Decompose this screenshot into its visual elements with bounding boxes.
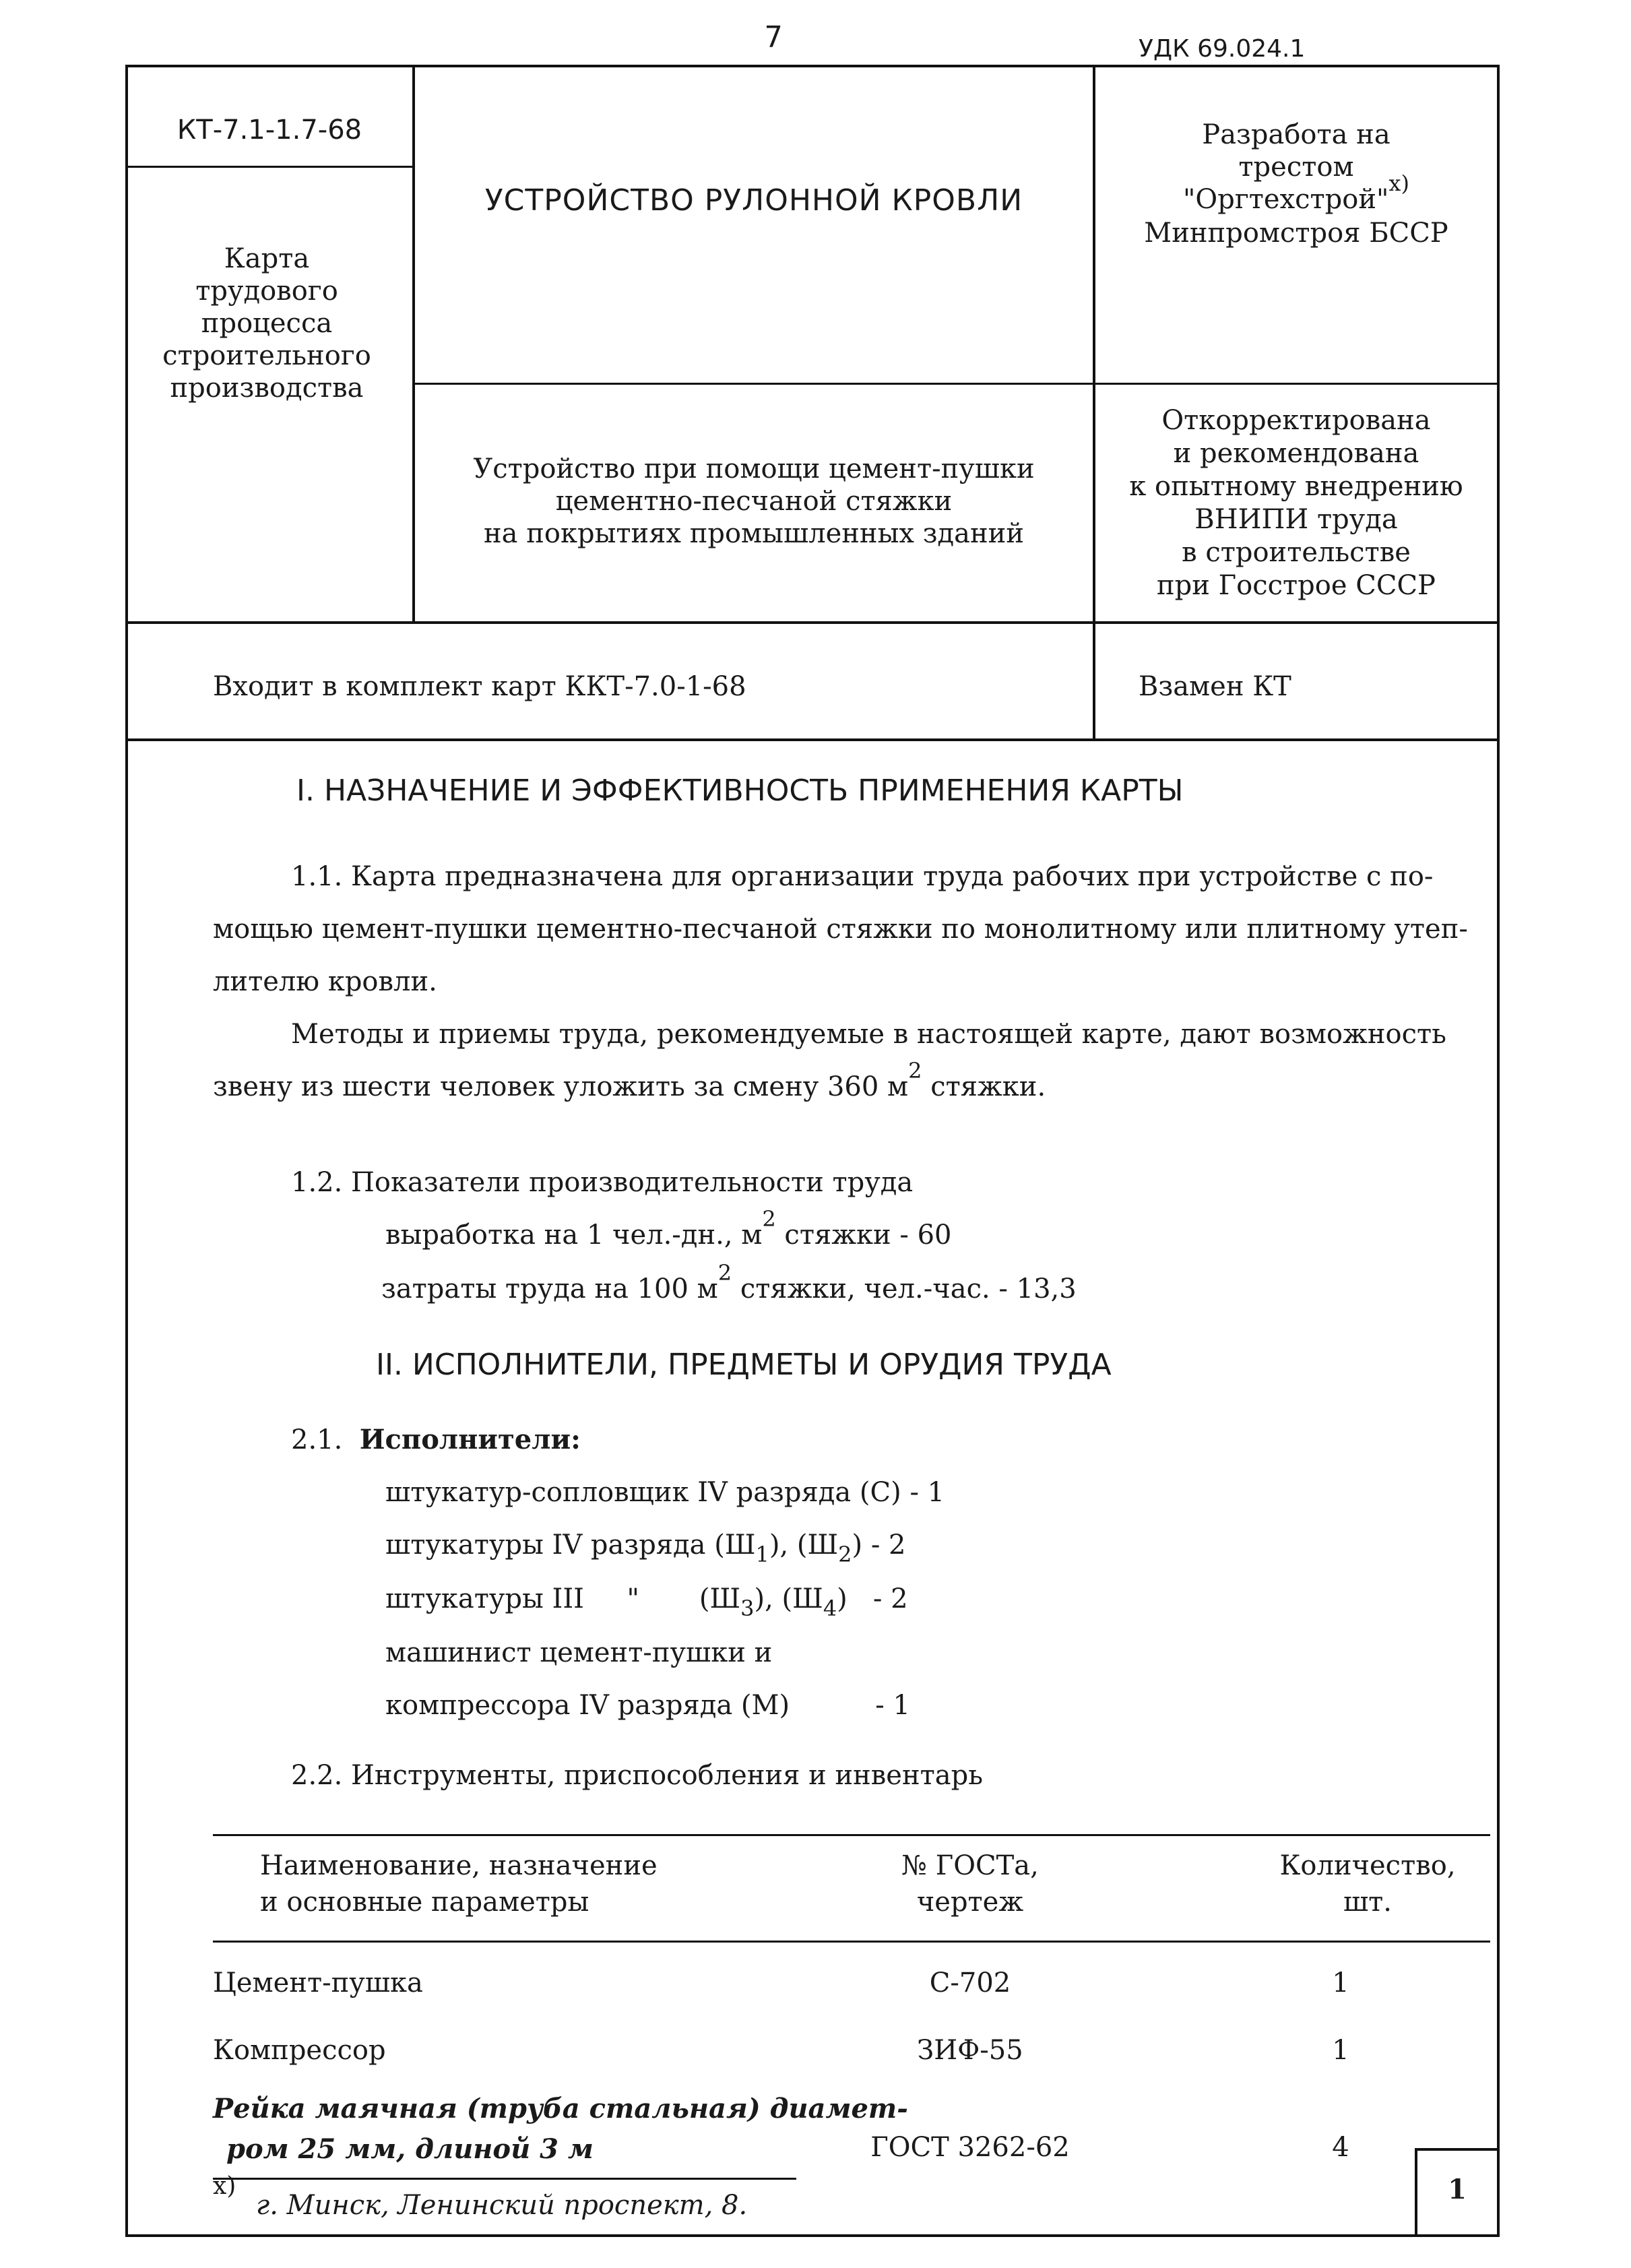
indicator-line [291, 1206, 1436, 1263]
header-bottom-line [125, 738, 1500, 741]
text-run: штукатуры III " (Ш [385, 1583, 741, 1614]
superscript: 2 [908, 1058, 922, 1083]
paragraph-number: 2.1. [291, 1424, 343, 1455]
paragraph-line: Методы и приемы труда, рекомендуемые в настоящей карте, дают возможность [291, 1019, 1446, 1050]
table-header-qty [1267, 1848, 1469, 1920]
text-run: стяжки. [922, 1071, 1046, 1102]
section-2-title: II. ИСПОЛНИТЕЛИ, ПРЕДМЕТЫ И ОРУДИЯ ТРУДА [376, 1348, 1112, 1382]
card-type-line: строительного [162, 340, 371, 371]
frame-right [1497, 65, 1500, 2237]
header-line: и основные параметры [260, 1887, 589, 1918]
corrected-line: к опытному внедрению [1129, 471, 1463, 502]
text-run: штукатуры IV разряда (Ш [385, 1530, 756, 1561]
table-row-qty: 4 [1332, 2132, 1349, 2163]
table-row-gost: ГОСТ 3262-62 [870, 2132, 1070, 2163]
paragraph-2-2: 2.2. Инструменты, приспособления и инвентарь [291, 1760, 983, 1791]
name-line: ром 25 мм, длиной 3 м [226, 2133, 594, 2165]
subscript: 2 [838, 1542, 852, 1567]
paragraph-2-1 [291, 1414, 1436, 1732]
header-line: Количество, [1279, 1850, 1456, 1881]
table-row-qty: 1 [1332, 1967, 1349, 1998]
text-run: ) - 2 [852, 1530, 906, 1561]
worker-line: компрессора IV разряда (М) - 1 [385, 1690, 910, 1721]
frame-top [125, 65, 1500, 67]
card-type-line: производства [170, 373, 364, 404]
card-type-line: трудового [195, 276, 338, 307]
table-top-line [213, 1834, 1490, 1836]
subscript: 4 [823, 1596, 837, 1621]
table-row-name [213, 2089, 908, 2170]
header-mid-line [412, 383, 1500, 385]
subscript: 1 [755, 1542, 769, 1567]
developer-line [1095, 170, 1497, 217]
card-type [132, 243, 402, 404]
corrected-line: при Госстрое СССР [1157, 570, 1436, 601]
superscript: 2 [717, 1260, 732, 1286]
table-header-gost [849, 1848, 1091, 1920]
developer-block [1095, 119, 1497, 249]
worker-line: машинист цемент-пушки и [385, 1637, 773, 1668]
section-1-title: I. НАЗНАЧЕНИЕ И ЭФФЕКТИВНОСТЬ ПРИМЕНЕНИЯ КАРТЫ [296, 774, 1184, 808]
corrected-line: и рекомендована [1173, 438, 1419, 469]
subtitle-line: на покрытиях промышленных зданий [484, 518, 1024, 549]
developer-org: "Оргтехстрой" [1183, 184, 1389, 215]
paragraph-line: 1.1. Карта предназначена для организации труда рабочих при устройстве с по- [291, 861, 1434, 892]
text-run: стяжки - 60 [775, 1220, 952, 1251]
footnote-text: г. Минск, Ленинский проспект, 8. [256, 2190, 748, 2221]
indicator-line [291, 1260, 1436, 1317]
card-type-line: процесса [201, 308, 333, 339]
paragraph-line [213, 1058, 1479, 1114]
text-run: стяжки, чел.-час. - 13,3 [732, 1273, 1077, 1304]
paragraph-head: Исполнители: [359, 1424, 581, 1455]
document-subtitle [415, 453, 1093, 550]
developer-line: Минпромстроя БССР [1144, 218, 1448, 249]
table-row-gost: С-702 [929, 1967, 1011, 1998]
udk-code: УДК 69.024.1 [1139, 35, 1306, 63]
card-type-line: Карта [224, 243, 310, 274]
footnote-mark: х) [213, 2172, 236, 2200]
text-run: затраты труда на 100 м [381, 1273, 718, 1304]
frame-bottom [125, 2234, 1500, 2237]
table-row-name: Компрессор [213, 2035, 386, 2066]
developer-line: Разработа на [1202, 119, 1390, 150]
corrected-block [1095, 404, 1497, 602]
corrected-line: в строительстве [1182, 537, 1411, 568]
corrected-line: Откорректирована [1161, 405, 1431, 436]
subscript: 3 [740, 1596, 755, 1621]
page-number: 7 [765, 20, 783, 55]
worker-line: штукатур-сопловщик IV разряда (С) - 1 [385, 1477, 945, 1508]
text-run: звену из шести человек уложить за смену 360 м [213, 1071, 909, 1102]
paragraph-line: мощью цемент-пушки цементно-песчаной стяжки по монолитному или плитному утеп- [213, 914, 1468, 945]
table-row-qty: 1 [1332, 2035, 1349, 2066]
corrected-line: ВНИПИ труда [1194, 504, 1398, 535]
subtitle-line: цементно-песчаной стяжки [555, 486, 953, 517]
paragraph-1-2 [291, 1156, 1436, 1317]
paragraph-1-1 [213, 850, 1479, 1114]
code-cell-line [125, 166, 414, 168]
text-run: ) - 2 [837, 1583, 908, 1614]
table-row-name: Цемент-пушка [213, 1967, 423, 1998]
paragraph-heading [291, 1414, 1436, 1466]
table-header-name [260, 1848, 658, 1920]
text-run: ), (Ш [754, 1583, 823, 1614]
developer-line: трестом [1238, 152, 1354, 183]
sheet-number: 1 [1448, 2174, 1467, 2205]
table-row-gost: ЗИФ-55 [917, 2035, 1023, 2066]
developer-mark: х) [1388, 170, 1409, 196]
header-line: Наименование, назначение [260, 1850, 658, 1881]
subtitle-line: Устройство при помощи цемент-пушки [473, 453, 1035, 484]
sheet-box-top [1415, 2148, 1498, 2151]
header-line: шт. [1343, 1887, 1393, 1918]
table-header-line [213, 1941, 1490, 1943]
replace-reference: Взамен КТ [1139, 671, 1291, 702]
set-reference: Входит в комплект карт ККТ-7.0-1-68 [213, 671, 746, 702]
worker-line [291, 1573, 1436, 1627]
paragraph-line: лителю кровли. [213, 966, 437, 997]
header-line: № ГОСТа, [901, 1850, 1039, 1881]
superscript: 2 [762, 1206, 776, 1232]
text-run: выработка на 1 чел.-дн., м [385, 1220, 763, 1251]
card-code: КТ-7.1-1.7-68 [177, 115, 362, 146]
worker-line [291, 1519, 1436, 1573]
header-row-line [125, 621, 1500, 624]
name-line: Рейка маячная (труба стальная) диамет- [213, 2093, 908, 2124]
paragraph-heading: 1.2. Показатели производительности труда [291, 1167, 914, 1198]
frame-left [125, 65, 128, 2237]
text-run: ), (Ш [769, 1530, 839, 1561]
header-line: чертеж [916, 1887, 1024, 1918]
document-title: УСТРОЙСТВО РУЛОННОЙ КРОВЛИ [484, 183, 1023, 218]
footnote-separator [213, 2178, 796, 2180]
